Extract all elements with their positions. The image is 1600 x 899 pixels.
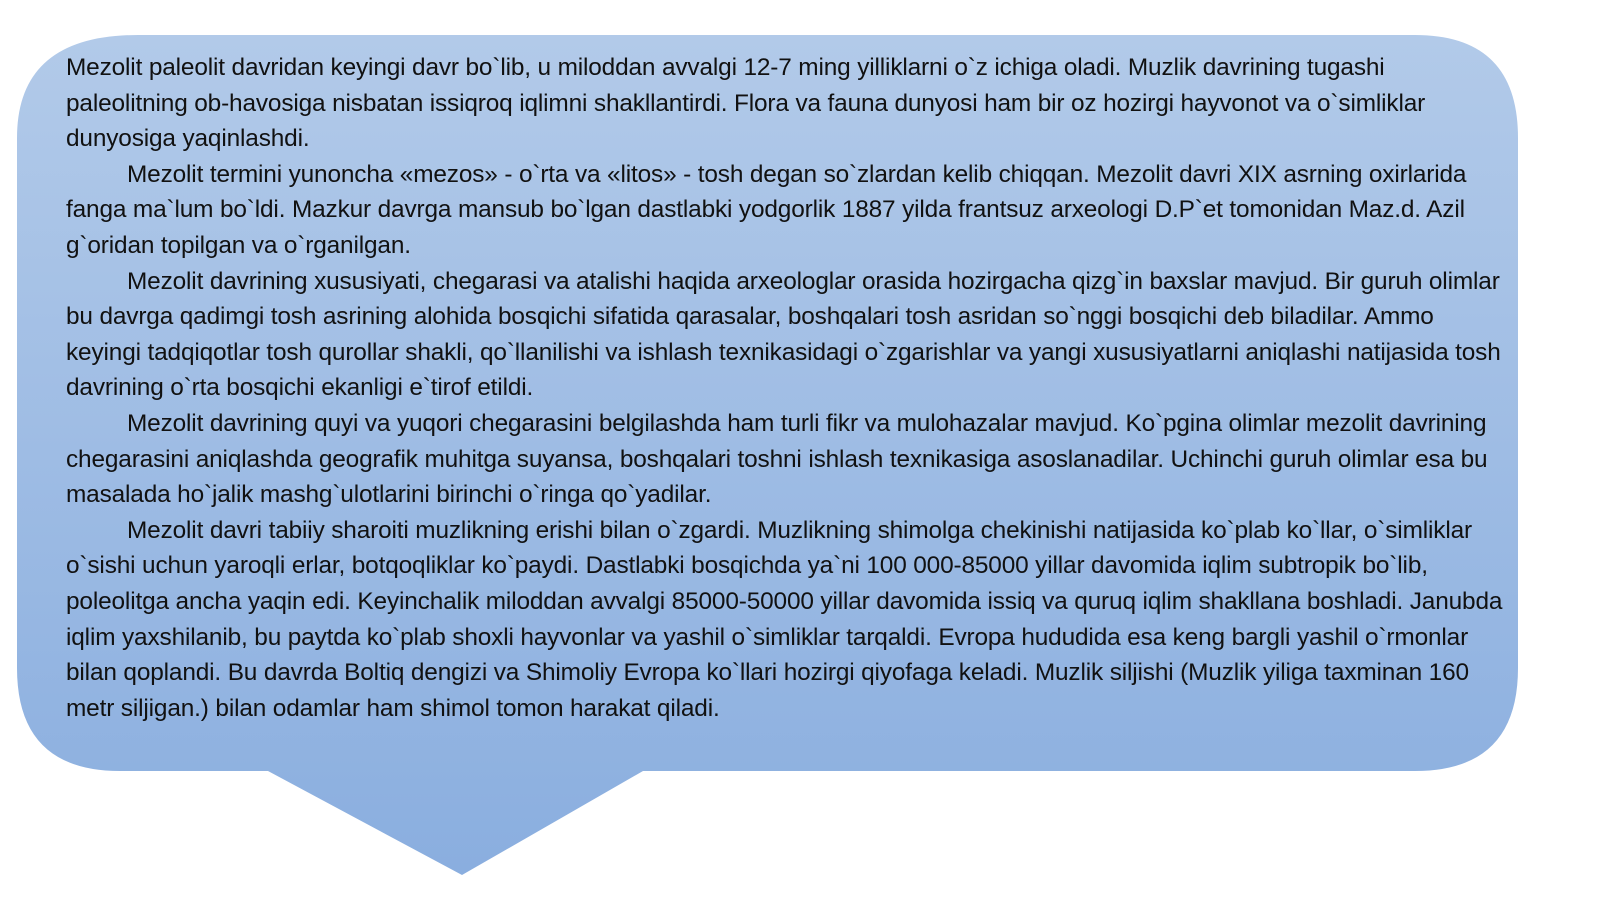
paragraph-1: Mezolit paleolit davridan keyingi davr bo`lib, u miloddan avvalgi 12-7 ming yilliklarni o`z ichiga oladi. Muzlik davrining tugashi paleolitning ob-havosiga nisbatan issiqroq iqlimni shakllantirdi. Flora va fauna dunyosi ham bir oz hozirgi hayvonot va o`simliklar dunyosiga yaqinlashdi. (66, 54, 1426, 153)
paragraph-5: Mezolit davri tabiiy sharoiti muzlikning erishi bilan o`zgardi. Muzlikning shimolga chekinishi natijasida ko`plab ko`llar, o`simliklar o`sishi uchun yaroqli erlar, botqoqliklar ko`paydi. Dastlabki bosqichda ya`ni 100 000-85000 yillar davomida iqlim subtropik bo`lib, poleolitga ancha yaqin edi. Keyinchalik miloddan avvalgi 85000-50000 yillar davomida issiq va quruq iqlim shakllana boshladi. Janubda iqlim yaxshilanib, bu paytda ko`plab shoxli hayvonlar va yashil o`simliklar tarqaldi. Evropa hududida esa keng bargli yashil o`rmonlar bilan qoplandi. Bu davrda Boltiq dengizi va Shimoliy Evropa ko`llari hozirgi qiyofaga keladi. Muzlik siljishi (Muzlik yiliga taxminan 160 metr siljigan.) bilan odamlar ham shimol tomon harakat qiladi. (66, 516, 1503, 722)
paragraph-2: Mezolit termini yunoncha «mezos» - o`rta va «litos» - tosh degan so`zlardan kelib chiqqan. Mezolit davri XIX asrning oxirlarida fanga ma`lum bo`ldi. Mazkur davrga mansub bo`lgan dastlabki yodgorlik 1887 yilda frantsuz arxeologi D.P`et tomonidan Maz.d. Azil g`oridan topilgan va o`rganilgan. (66, 160, 1467, 259)
body-text (66, 50, 1506, 726)
paragraph-4: Mezolit davrining quyi va yuqori chegarasini belgilashda ham turli fikr va mulohazalar mavjud. Ko`pgina olimlar mezolit davrining chegarasini aniqlashda geografik muhitga suyansa, boshqalari toshni ishlash texnikasiga asoslanadilar. Uchinchi guruh olimlar esa bu masalada ho`jalik mashg`ulotlarini birinchi o`ringa qo`yadilar. (66, 409, 1488, 509)
paragraph-3: Mezolit davrining xususiyati, chegarasi va atalishi haqida arxeologlar orasida hozirgacha qizg`in baxslar mavjud. Bir guruh olimlar bu davrga qadimgi tosh asrining alohida bosqichi sifatida qarasalar, boshqalari tosh asridan so`nggi bosqichi deb biladilar. Ammo keyingi tadqiqotlar tosh qurollar shakli, qo`llanilishi va ishlash texnikasidagi o`zgarishlar va yangi xususiyatlarni aniqlashi natijasida tosh davrining o`rta bosqichi ekanligi e`tirof etildi. (66, 267, 1501, 402)
